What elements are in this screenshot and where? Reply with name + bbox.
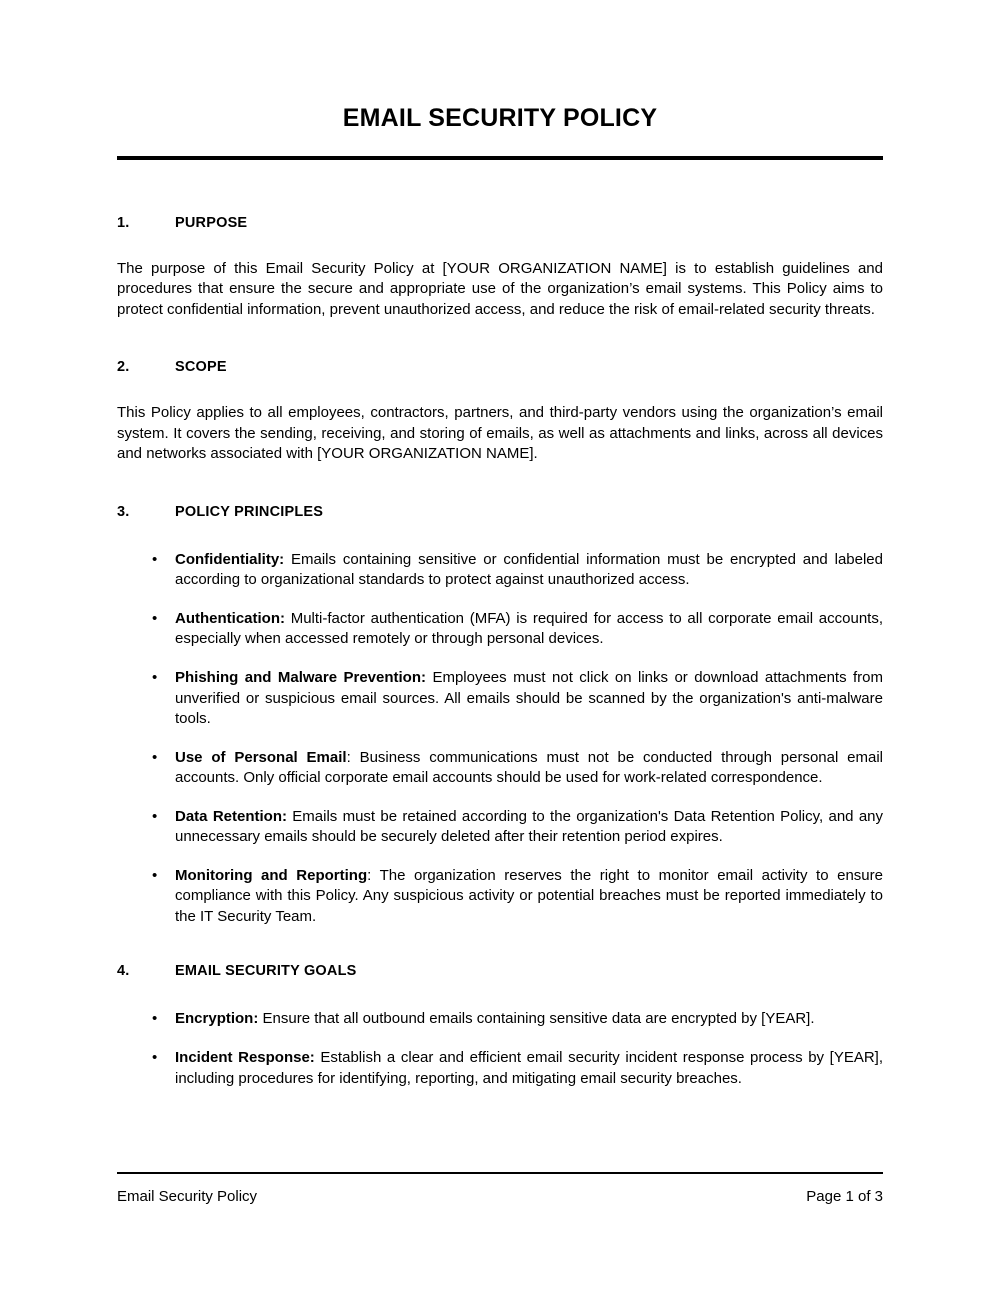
policy-principle-description: : Business communications must not be conducted through personal email accounts. Only official corporate email accounts should be used for work-related correspondence. (175, 748, 883, 787)
document-body (117, 0, 883, 1089)
spacer (117, 375, 883, 403)
spacer (117, 231, 883, 259)
spacer (117, 979, 883, 1009)
email-security-goal-description: Ensure that all outbound emails containing sensitive data are encrypted by [YEAR]. (258, 1010, 815, 1028)
bullet-icon: • (152, 866, 158, 884)
section-number: 3. (117, 503, 130, 520)
section-paragraph-scope: This Policy applies to all employees, contractors, partners, and third-party vendors using the organization’s email system. It covers the sending, receiving, and storing of emails, as well as attachments and links, across all devices and networks associated with [YOUR ORGANIZATION NAME]. (117, 404, 883, 463)
policy-principle-term: Phishing and Malware Prevention: (175, 668, 427, 686)
section-number: 4. (117, 963, 130, 980)
section-number: 2. (117, 359, 130, 376)
list-item (117, 866, 883, 928)
policy-principle-term: Use of Personal Email (175, 748, 347, 766)
list-item (117, 550, 883, 591)
footer-document-name: Email Security Policy (117, 1188, 258, 1205)
spacer (117, 320, 883, 359)
policy-principle-description: Emails containing sensitive or confidential information must be encrypted and labeled according to organizational standards to protect against unauthorized access. (175, 550, 883, 589)
list-item (117, 668, 883, 730)
policy-principle-description: Emails must be retained according to the organization's Data Retention Policy, and any unnecessary emails should be securely deleted after their retention period expires. (175, 807, 883, 846)
section-number: 1. (117, 214, 130, 231)
list-item (117, 748, 883, 789)
policy-principle-description: : The organization reserves the right to monitor email activity to ensure compliance with this Policy. Any suspicious activity or potential breaches must be reported immediately to the IT Security Team. (175, 866, 883, 925)
section-heading-scope (117, 359, 883, 375)
bullet-icon: • (152, 668, 158, 686)
section-title: EMAIL SECURITY GOALS (175, 963, 357, 980)
bullet-icon: • (152, 1010, 158, 1028)
title-divider (117, 156, 883, 160)
page-title: EMAIL SECURITY POLICY (342, 104, 658, 132)
footer-page-number: Page 1 of 3 (806, 1188, 883, 1205)
email-security-goal-term: Encryption: (175, 1010, 259, 1028)
section-title: SCOPE (175, 359, 227, 376)
policy-principles-list (117, 550, 883, 928)
section-paragraph-purpose: The purpose of this Email Security Policy at [YOUR ORGANIZATION NAME] is to establish guidelines and procedures that ensure the secure and appropriate use of the organization’s email systems. This Policy aims to protect confidential information, prevent unauthorized access, and reduce the risk of email-related security threats. (117, 259, 883, 318)
policy-principle-term: Monitoring and Reporting (175, 866, 368, 884)
section-title: POLICY PRINCIPLES (175, 503, 324, 520)
bullet-icon: • (152, 807, 158, 825)
spacer (117, 465, 883, 504)
policy-principle-term: Confidentiality: (175, 550, 285, 568)
list-item (117, 1048, 883, 1089)
bullet-icon: • (152, 748, 158, 766)
list-item (117, 807, 883, 848)
bullet-icon: • (152, 609, 158, 627)
policy-principle-term: Data Retention: (175, 807, 287, 825)
page-footer (117, 1172, 883, 1205)
email-security-goal-term: Incident Response: (175, 1048, 315, 1066)
spacer (117, 520, 883, 550)
policy-principle-description: Multi-factor authentication (MFA) is required for access to all corporate email accounts, especially when accessed remotely or through personal devices. (175, 609, 883, 648)
email-security-goals-list (117, 1009, 883, 1089)
policy-principle-description: Employees must not click on links or download attachments from unverified or suspicious email sources. All emails should be scanned by the organization's anti-malware tools. (175, 668, 884, 728)
list-item (117, 1009, 883, 1030)
bullet-icon: • (152, 550, 158, 568)
section-heading-email-security-goals (117, 963, 883, 979)
footer-row (117, 1174, 883, 1205)
list-item (117, 609, 883, 650)
section-heading-policy-principles (117, 504, 883, 520)
spacer (117, 927, 883, 963)
bullet-icon: • (152, 1048, 158, 1066)
email-security-goal-description: Establish a clear and efficient email security incident response process by [YEAR], including procedures for identifying, reporting, and mitigating email security breaches. (175, 1048, 884, 1087)
policy-principle-term: Authentication: (175, 609, 285, 627)
section-title: PURPOSE (175, 214, 248, 231)
section-heading-purpose (117, 215, 883, 231)
spacer (117, 168, 883, 215)
